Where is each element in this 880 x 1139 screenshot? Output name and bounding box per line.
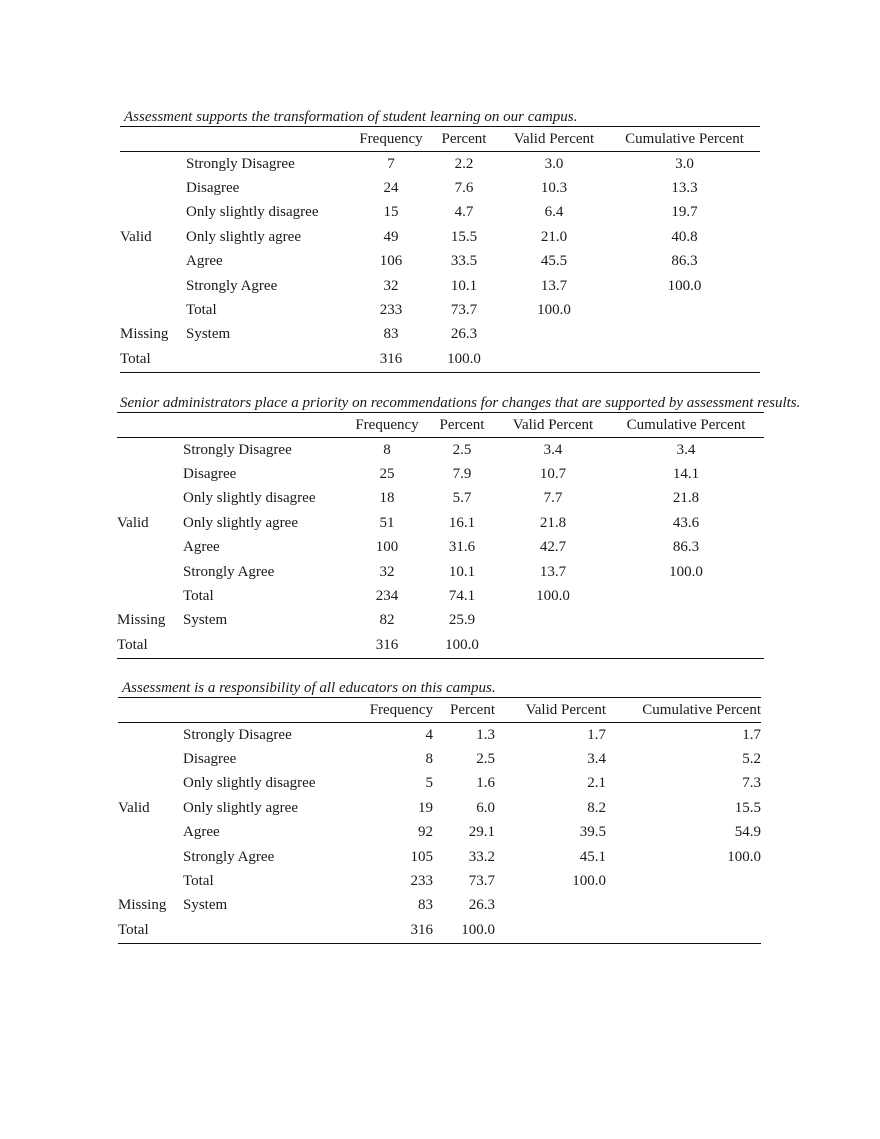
table-row (117, 438, 764, 463)
cell-cumulative-percent: 100.0 (727, 848, 761, 865)
cell-valid-percent: 100.0 (536, 588, 570, 605)
row-label: Strongly Disagree (183, 726, 292, 743)
cell-valid-percent: 21.8 (539, 514, 567, 531)
cell-frequency: 5 (425, 775, 433, 792)
col-header-cumulative-percent: Cumulative Percent (626, 416, 746, 433)
table-row (120, 298, 760, 322)
cell-valid-percent: 45.1 (579, 848, 606, 865)
cell-valid-percent: 21.0 (540, 228, 568, 245)
cell-valid-percent: 42.7 (539, 539, 567, 556)
cell-frequency: 8 (425, 751, 433, 768)
cell-cumulative-percent: 21.8 (672, 490, 700, 507)
cell-percent: 1.6 (476, 775, 495, 792)
cell-cumulative-percent: 13.3 (671, 180, 698, 197)
cell-percent: 100.0 (445, 636, 479, 653)
cell-cumulative-percent: 40.8 (671, 228, 698, 245)
cell-cumulative-percent: 15.5 (734, 799, 761, 816)
cell-percent: 5.7 (452, 490, 472, 507)
table (120, 126, 760, 373)
col-header-percent: Percent (439, 416, 485, 433)
cell-percent: 26.3 (450, 326, 478, 343)
cell-frequency: 51 (379, 514, 395, 531)
cell-frequency: 24 (383, 180, 399, 197)
row-label: Strongly Agree (186, 277, 278, 294)
col-header-percent: Percent (450, 701, 495, 718)
group-label-valid: Valid (117, 514, 149, 531)
table-row-missing (117, 609, 764, 633)
cell-frequency: 32 (379, 563, 395, 580)
col-header-percent: Percent (441, 130, 487, 147)
group-label-missing: Missing (118, 897, 167, 914)
cell-valid-percent: 1.7 (587, 726, 606, 743)
row-label: Total (183, 873, 214, 890)
cell-percent: 10.1 (448, 563, 476, 580)
table-row-missing (120, 323, 760, 347)
table-header-row (118, 698, 761, 723)
table-row (120, 250, 760, 274)
row-label: Only slightly agree (186, 228, 301, 245)
cell-valid-percent: 39.5 (579, 824, 606, 841)
cell-frequency: 316 (410, 921, 433, 938)
table-row (117, 462, 764, 486)
row-label: System (183, 612, 228, 629)
cell-frequency: 18 (379, 490, 395, 507)
cell-percent: 10.1 (450, 277, 478, 294)
table-row-total (120, 347, 760, 372)
cell-valid-percent: 100.0 (572, 873, 606, 890)
cell-frequency: 82 (379, 612, 395, 629)
cell-frequency: 7 (387, 155, 395, 172)
table (118, 697, 761, 944)
cell-valid-percent: 3.0 (544, 155, 564, 172)
cell-frequency: 105 (410, 848, 433, 865)
cell-cumulative-percent: 19.7 (671, 204, 698, 221)
cell-frequency: 19 (418, 799, 433, 816)
cell-frequency: 32 (383, 277, 399, 294)
cell-frequency: 92 (418, 824, 433, 841)
table-caption: Senior administrators place a priority on recommendations for changes that are supported by assessment results. (120, 395, 801, 411)
table (117, 412, 764, 659)
cell-cumulative-percent: 3.0 (675, 155, 694, 172)
col-header-cumulative-percent: Cumulative Percent (625, 130, 744, 147)
table-row (118, 845, 761, 869)
cell-percent: 31.6 (448, 539, 476, 556)
group-label-total: Total (118, 921, 149, 938)
table-row-missing (118, 894, 761, 918)
cell-frequency: 316 (379, 350, 403, 367)
cell-percent: 26.3 (468, 897, 495, 914)
cell-percent: 2.5 (476, 751, 495, 768)
row-label: Agree (183, 539, 220, 556)
table-row (118, 747, 761, 771)
cell-cumulative-percent (606, 869, 761, 893)
cell-percent: 7.6 (454, 180, 474, 197)
cell-percent: 33.2 (468, 848, 495, 865)
cell-cumulative-percent (609, 298, 760, 322)
cell-frequency: 106 (379, 253, 403, 270)
row-label: Strongly Disagree (186, 155, 295, 172)
frequency-table-3 (118, 679, 761, 944)
row-label: Agree (183, 824, 220, 841)
cell-frequency: 49 (383, 228, 399, 245)
col-header-cumulative-percent: Cumulative Percent (642, 701, 761, 718)
cell-cumulative-percent: 54.9 (734, 824, 761, 841)
cell-frequency: 25 (379, 466, 395, 483)
row-label: Strongly Disagree (183, 441, 292, 458)
cell-percent: 2.5 (452, 441, 472, 458)
col-header-frequency: Frequency (359, 130, 423, 147)
cell-cumulative-percent (608, 584, 764, 608)
row-label: Disagree (183, 751, 237, 768)
table-row (118, 821, 761, 845)
cell-percent: 74.1 (448, 588, 476, 605)
cell-frequency: 83 (383, 326, 399, 343)
table-row (118, 772, 761, 796)
table-row (117, 536, 764, 560)
col-header-valid-percent: Valid Percent (512, 416, 594, 433)
cell-frequency: 15 (383, 204, 399, 221)
cell-valid-percent: 7.7 (543, 490, 563, 507)
cell-percent: 16.1 (448, 514, 476, 531)
cell-cumulative-percent: 100.0 (667, 277, 702, 294)
row-label: Only slightly agree (183, 799, 298, 816)
col-header-frequency: Frequency (355, 416, 419, 433)
table-row (117, 487, 764, 511)
cell-valid-percent: 13.7 (540, 277, 568, 294)
table-row (117, 511, 764, 535)
cell-percent: 7.9 (452, 466, 472, 483)
table-row (118, 869, 761, 893)
table-row (120, 274, 760, 298)
group-label-total: Total (117, 636, 148, 653)
row-label: System (186, 326, 231, 343)
cell-frequency: 8 (383, 441, 391, 458)
cell-valid-percent: 2.1 (587, 775, 606, 792)
cell-percent: 73.7 (468, 873, 495, 890)
cell-valid-percent: 8.2 (587, 799, 606, 816)
cell-valid-percent: 3.4 (543, 441, 563, 458)
table-row (118, 796, 761, 820)
row-label: Disagree (186, 180, 240, 197)
row-label: Total (183, 588, 214, 605)
cell-frequency: 233 (379, 302, 403, 319)
cell-valid-percent: 10.7 (539, 466, 567, 483)
table-header-row (117, 413, 764, 438)
cell-cumulative-percent: 43.6 (672, 514, 700, 531)
cell-frequency: 4 (425, 726, 433, 743)
row-label: System (183, 897, 228, 914)
row-label: Only slightly disagree (183, 775, 316, 792)
cell-frequency: 100 (375, 539, 399, 556)
cell-frequency: 83 (418, 897, 433, 914)
group-label-missing: Missing (117, 612, 166, 629)
cell-percent: 15.5 (450, 228, 478, 245)
cell-percent: 100.0 (447, 350, 481, 367)
row-label: Disagree (183, 466, 237, 483)
cell-percent: 2.2 (454, 155, 474, 172)
cell-cumulative-percent: 3.4 (676, 441, 696, 458)
cell-percent: 100.0 (461, 921, 495, 938)
cell-frequency: 234 (375, 588, 399, 605)
table-row (120, 176, 760, 200)
table-row (118, 723, 761, 748)
cell-valid-percent: 3.4 (587, 751, 606, 768)
frequency-table-2 (117, 394, 801, 659)
table-header-row (120, 127, 760, 152)
frequency-table-1 (120, 108, 760, 373)
cell-percent: 33.5 (450, 253, 478, 270)
cell-cumulative-percent: 1.7 (742, 726, 761, 743)
cell-frequency: 316 (375, 636, 399, 653)
col-header-valid-percent: Valid Percent (513, 130, 595, 147)
group-label-total: Total (120, 350, 151, 367)
row-label: Total (186, 302, 217, 319)
table-row (120, 152, 760, 177)
table-row-total (118, 918, 761, 943)
cell-percent: 29.1 (468, 824, 495, 841)
row-label: Strongly Agree (183, 848, 275, 865)
row-label: Only slightly agree (183, 514, 298, 531)
table-row (117, 560, 764, 584)
table-caption: Assessment is a responsibility of all educators on this campus. (122, 680, 496, 696)
table-caption: Assessment supports the transformation of student learning on our campus. (124, 109, 578, 125)
cell-percent: 6.0 (476, 799, 495, 816)
cell-valid-percent: 6.4 (544, 204, 564, 221)
cell-valid-percent: 45.5 (540, 253, 568, 270)
cell-valid-percent: 13.7 (539, 563, 567, 580)
row-label: Agree (186, 253, 223, 270)
col-header-valid-percent: Valid Percent (525, 701, 606, 718)
col-header-frequency: Frequency (369, 701, 433, 718)
group-label-missing: Missing (120, 326, 169, 343)
table-row (120, 201, 760, 225)
table-row (120, 225, 760, 249)
cell-percent: 4.7 (454, 204, 474, 221)
cell-valid-percent: 100.0 (537, 302, 571, 319)
cell-cumulative-percent: 7.3 (742, 775, 761, 792)
cell-cumulative-percent: 86.3 (671, 253, 698, 270)
cell-percent: 25.9 (448, 612, 476, 629)
row-label: Strongly Agree (183, 563, 275, 580)
row-label: Only slightly disagree (186, 204, 319, 221)
cell-cumulative-percent: 14.1 (672, 466, 700, 483)
table-row-total (117, 633, 764, 658)
cell-cumulative-percent: 5.2 (742, 751, 761, 768)
cell-percent: 73.7 (450, 302, 478, 319)
group-label-valid: Valid (120, 228, 152, 245)
cell-percent: 1.3 (476, 726, 495, 743)
group-label-valid: Valid (118, 799, 150, 816)
cell-valid-percent: 10.3 (540, 180, 568, 197)
table-row (117, 584, 764, 608)
cell-cumulative-percent: 100.0 (669, 563, 703, 580)
row-label: Only slightly disagree (183, 490, 316, 507)
cell-frequency: 233 (410, 873, 433, 890)
cell-cumulative-percent: 86.3 (672, 539, 700, 556)
